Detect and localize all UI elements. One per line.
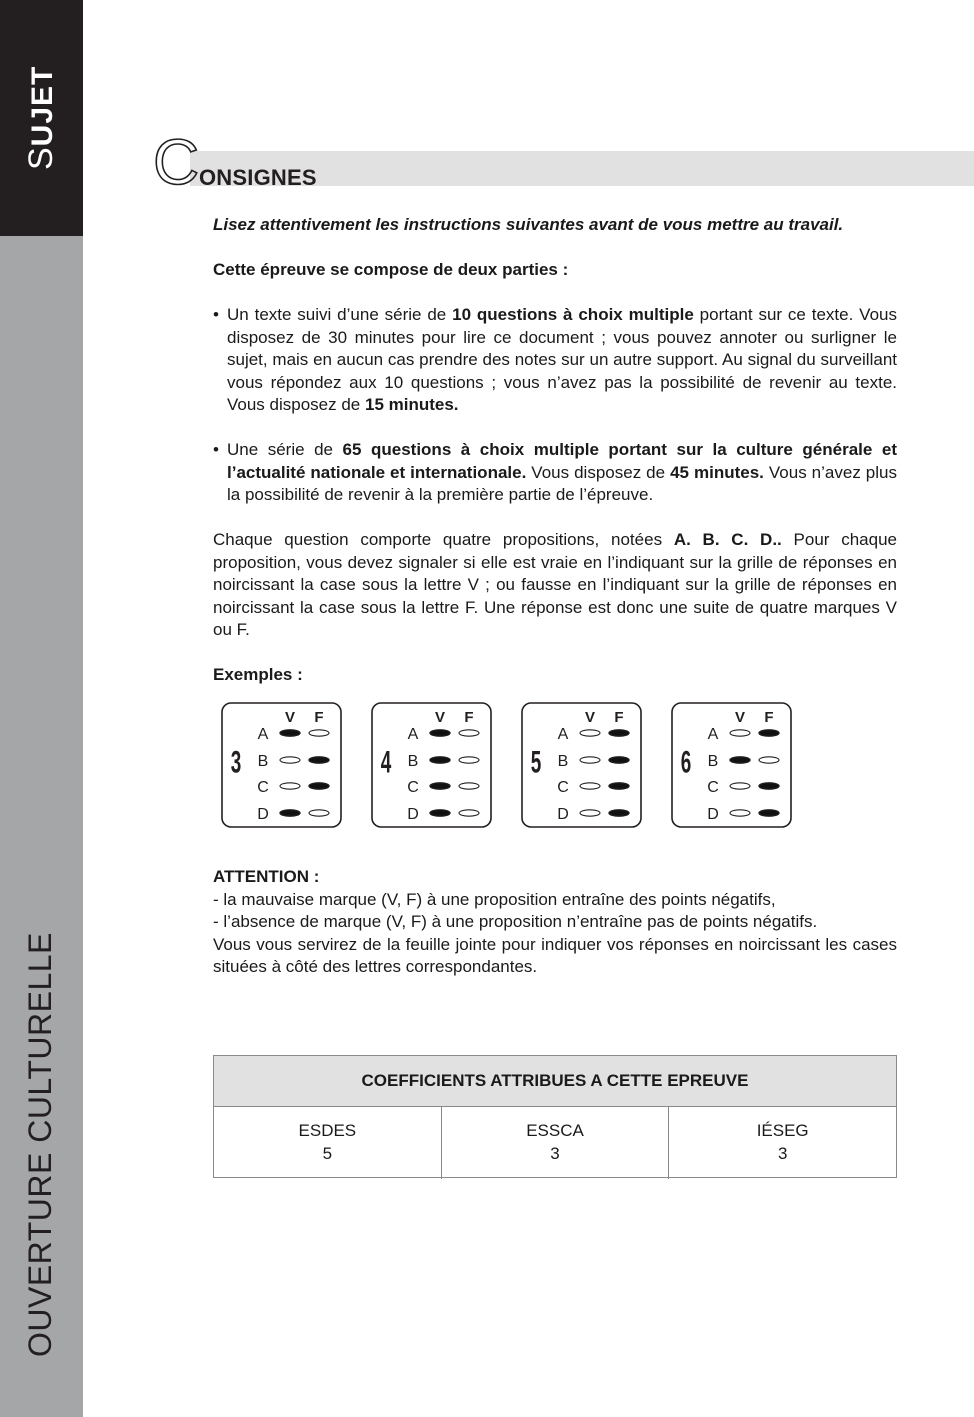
row-label: B	[257, 753, 269, 770]
row-label: D	[257, 806, 269, 823]
answer-mark-empty	[280, 783, 300, 789]
answer-mark-empty	[730, 810, 750, 816]
row-label: B	[407, 753, 419, 770]
answer-mark-filled	[430, 810, 450, 816]
bullet-part-two: • Une série de 65 questions à choix multiple portant sur la culture générale et l’actualité nationale et internationale. Vous disposez de 45 minutes. Vous n’avez plus la possibilité de revenir à la première partie de l’épreuve.	[213, 440, 897, 504]
answer-mark-filled	[430, 783, 450, 789]
example-grid-3	[221, 702, 342, 828]
question-number: 5	[530, 745, 542, 780]
examples-title: Exemples :	[213, 665, 303, 684]
answer-mark-filled	[430, 757, 450, 763]
answer-mark-filled	[309, 757, 329, 763]
answer-mark-empty	[309, 730, 329, 736]
coefficient-cell	[669, 1107, 896, 1179]
bullet-part-one: • Un texte suivi d’une série de 10 questions à choix multiple portant sur ce texte. Vous disposez de 30 minutes pour lire ce document ; vous pouvez annoter ou surligner le sujet, mais en aucun cas prendre des notes sur un autre support. Au signal du surveillant vous répondez aux 10 questions ; vous n’avez pas la possibilité de revenir au texte. Vous disposez de 15 minutes.	[213, 305, 897, 414]
row-label: A	[257, 726, 269, 743]
svg-text:C: C	[153, 136, 199, 186]
answer-mark-empty	[580, 783, 600, 789]
parts-title: Cette épreuve se compose de deux parties :	[213, 260, 569, 279]
row-label: C	[257, 779, 269, 796]
coefficient-cell	[442, 1107, 670, 1179]
column-label-v: V	[284, 709, 296, 726]
column-label-f: F	[614, 709, 624, 726]
attention-block	[213, 866, 897, 979]
question-number: 4	[380, 745, 392, 780]
bullet-dot: •	[213, 305, 219, 324]
row-label: A	[407, 726, 419, 743]
answer-mark-filled	[430, 730, 450, 736]
row-label: D	[407, 806, 419, 823]
answer-mark-empty	[580, 757, 600, 763]
column-label-f: F	[464, 709, 474, 726]
coefficients-table	[213, 1055, 897, 1178]
page-title: ONSIGNES	[199, 165, 317, 190]
example-grid-6	[671, 702, 792, 828]
column-label-f: F	[314, 709, 324, 726]
example-grid-4	[371, 702, 492, 828]
subject-label: OUVERTURE CULTURELLE	[22, 932, 58, 1357]
heading-initial-c	[153, 136, 199, 186]
intro-text: Lisez attentivement les instructions suivantes avant de vous mettre au travail.	[213, 215, 844, 234]
example-grid-5	[521, 702, 642, 828]
school-name: IÉSEG	[756, 1121, 809, 1140]
answer-mark-empty	[459, 730, 479, 736]
section-label-sujet: SUJET	[22, 65, 60, 170]
question-number: 3	[230, 745, 242, 780]
coefficient-value: 5	[322, 1143, 333, 1163]
answer-mark-empty	[730, 783, 750, 789]
answer-mark-empty	[309, 810, 329, 816]
coefficient-value: 3	[550, 1143, 560, 1163]
column-label-v: V	[734, 709, 746, 726]
row-label: B	[707, 753, 719, 770]
row-label: C	[557, 779, 569, 796]
answer-mark-filled	[609, 810, 629, 816]
answer-mark-filled	[280, 810, 300, 816]
answer-mark-filled	[280, 730, 300, 736]
answer-mark-filled	[609, 757, 629, 763]
row-label: B	[557, 753, 569, 770]
answer-mark-filled	[609, 730, 629, 736]
attention-line: Vous vous servirez de la feuille jointe pour indiquer vos réponses en noircissant les cases situées à côté des lettres correspondantes.	[213, 934, 897, 976]
coefficients-title: COEFFICIENTS ATTRIBUES A CETTE EPREUVE	[214, 1056, 896, 1107]
attention-line: - la mauvaise marque (V, F) à une proposition entraîne des points négatifs,	[213, 889, 776, 909]
instructions-paragraph: Chaque question comporte quatre propositions, notées A. B. C. D.. Pour chaque proposition, vous devez signaler si elle est vraie en l’indiquant sur la grille de réponses en noircissant la case sous la lettre V ; ou fausse en l’indiquant sur la grille de réponses en noircissant la case sous la lettre F. Une réponse est donc une suite de quatre marques V ou F.	[213, 530, 897, 639]
column-label-v: V	[584, 709, 596, 726]
row-label: D	[557, 806, 569, 823]
bullet-dot: •	[213, 440, 219, 459]
answer-mark-filled	[730, 757, 750, 763]
question-number: 6	[680, 745, 692, 780]
attention-title: ATTENTION :	[213, 867, 320, 886]
attention-line: - l’absence de marque (V, F) à une proposition n’entraîne pas de points négatifs.	[213, 912, 818, 931]
coefficients-row	[214, 1107, 896, 1179]
answer-mark-filled	[759, 783, 779, 789]
answer-mark-filled	[759, 810, 779, 816]
answer-mark-empty	[280, 757, 300, 763]
answer-mark-filled	[609, 783, 629, 789]
coefficient-value: 3	[777, 1143, 788, 1163]
school-name: ESSCA	[526, 1121, 584, 1140]
coefficient-cell	[214, 1107, 442, 1179]
row-label: D	[707, 806, 719, 823]
row-label: C	[407, 779, 419, 796]
column-label-v: V	[434, 709, 446, 726]
school-name: ESDES	[298, 1121, 357, 1140]
row-label: A	[707, 726, 719, 743]
answer-mark-empty	[759, 757, 779, 763]
answer-mark-empty	[730, 730, 750, 736]
row-label: C	[707, 779, 719, 796]
column-label-f: F	[764, 709, 774, 726]
answer-mark-empty	[459, 783, 479, 789]
answer-mark-filled	[309, 783, 329, 789]
answer-mark-empty	[580, 810, 600, 816]
answer-mark-empty	[459, 757, 479, 763]
row-label: A	[557, 726, 569, 743]
answer-mark-empty	[459, 810, 479, 816]
answer-mark-filled	[759, 730, 779, 736]
answer-mark-empty	[580, 730, 600, 736]
